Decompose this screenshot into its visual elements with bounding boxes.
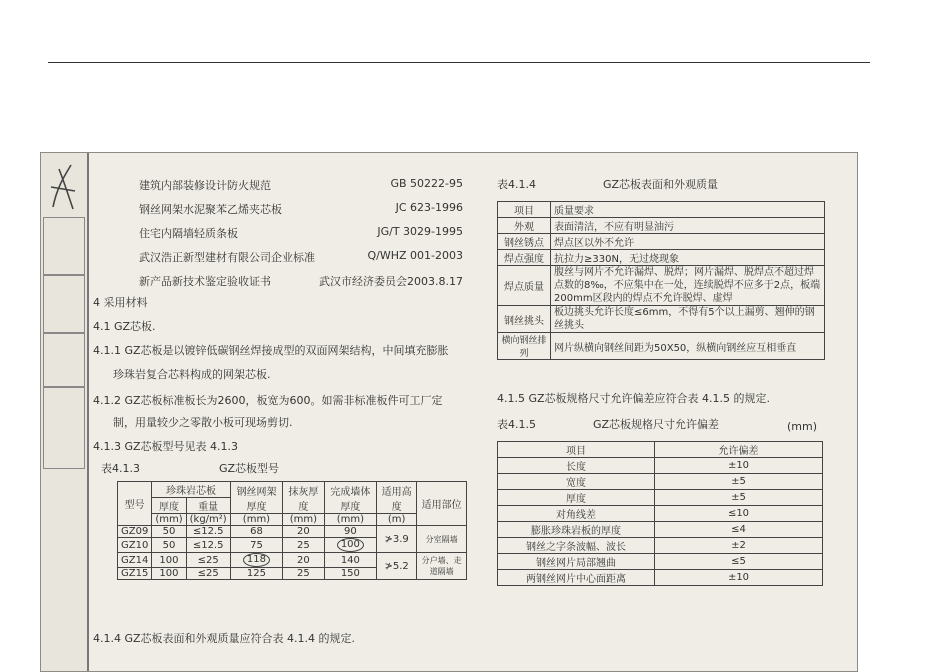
- margin-cell: [43, 275, 85, 333]
- table-row: 焊点强度 抗拉力≥330N，无过烧现象: [498, 250, 825, 266]
- table-row: 长度 ±10: [498, 458, 823, 474]
- header-cell: 厚度: [152, 498, 186, 514]
- paragraph-line: 4.1.2 GZ芯板标准板长为2600，板宽为600。如需非标准板件可工厂定: [93, 394, 443, 407]
- standard-code: 武汉市经济委员会2003.8.17: [319, 275, 463, 288]
- header-cell: 适用部位: [417, 482, 467, 526]
- paragraph-line: 4.1.3 GZ芯板型号见表 4.1.3: [93, 440, 239, 453]
- subsection-heading: 4.1 GZ芯板.: [93, 320, 156, 333]
- table-caption: 表4.1.4: [497, 178, 536, 191]
- table-caption: 表4.1.3: [101, 462, 140, 475]
- circled-value: 100: [337, 538, 364, 552]
- standard-name: 钢丝网架水泥聚苯乙烯夹芯板: [139, 203, 282, 216]
- unit-cell: (m): [377, 514, 417, 526]
- header-cell: 钢丝网架厚度: [230, 482, 283, 514]
- header-cell: 项目: [498, 442, 655, 458]
- table-row: 横向钢丝排列 网片纵横向钢丝间距为50X50，纵横向钢丝应互相垂直: [498, 333, 825, 360]
- header-cell: 适用高度: [377, 482, 417, 514]
- table-row: GZ14 100 ≤25 118 20 140 ≯5.2 分户墙、走道隔墙: [118, 553, 467, 568]
- table-row: 钢丝网片局部翘曲 ≤5: [498, 554, 823, 570]
- header-cell: 珍珠岩芯板: [152, 482, 230, 498]
- table-row: 焊点质量 腹丝与网片不允许漏焊、脱焊；网片漏焊、脱焊点不超过焊点数的8‰，不应集中在一处，连续脱焊不应多于2点，板端200mm区段内的焊点不允许脱焊、虚焊: [498, 266, 825, 306]
- surface-quality-table: [497, 201, 825, 360]
- scanned-page: [40, 152, 858, 672]
- table-row: 外观 表面清洁，不应有明显油污: [498, 218, 825, 234]
- table-row: 钢丝锈点 焊点区以外不允许: [498, 234, 825, 250]
- tolerance-table: [497, 441, 823, 586]
- table-row: GZ09 50 ≤12.5 68 20 90 ≯3.9 分室隔墙: [118, 526, 467, 538]
- paragraph-line: 4.1.1 GZ芯板是以镀锌低碳钢丝焊接成型的双面网架结构，中间填充膨胀: [93, 344, 449, 357]
- unit-cell: (mm): [283, 514, 324, 526]
- table-row: 钢丝之字条波幅、波长 ±2: [498, 538, 823, 554]
- signature-mark: [43, 157, 83, 215]
- standard-name: 新产品新技术鉴定验收证书: [139, 275, 271, 288]
- margin-cell: [43, 333, 85, 387]
- paragraph-line: 4.1.4 GZ芯板表面和外观质量应符合表 4.1.4 的规定.: [93, 632, 356, 645]
- header-cell: 质量要求: [551, 202, 825, 218]
- paragraph-line: 制，用量较少之零散小板可现场剪切.: [113, 416, 293, 429]
- paragraph-line: 4.1.5 GZ芯板规格尺寸允许偏差应符合表 4.1.5 的规定.: [497, 392, 771, 405]
- table-row: 宽度 ±5: [498, 474, 823, 490]
- paragraph-line: 珍珠岩复合芯料构成的网架芯板.: [113, 368, 271, 381]
- table-title: GZ芯板型号: [219, 462, 280, 475]
- standard-code: JG/T 3029-1995: [377, 225, 463, 238]
- unit-cell: (mm): [230, 514, 283, 526]
- unit-label: (mm): [787, 420, 818, 433]
- table-row: GZ15 100 ≤25 125 25 150: [118, 568, 467, 580]
- page-top-rule: [48, 62, 870, 63]
- table-title: GZ芯板表面和外观质量: [603, 178, 719, 191]
- unit-cell: (mm): [324, 514, 377, 526]
- table-row: 两钢丝网片中心面距离 ±10: [498, 570, 823, 586]
- unit-cell: (mm): [152, 514, 186, 526]
- header-cell: 完成墙体厚度: [324, 482, 377, 514]
- header-cell: 允许偏差: [655, 442, 823, 458]
- gz-model-table: [117, 481, 467, 580]
- table-row: 厚度 ±5: [498, 490, 823, 506]
- table-row: 钢丝挑头 板边挑头允许长度≤6mm，不得有5个以上漏剪、翘伸的钢丝挑头: [498, 306, 825, 333]
- standard-code: GB 50222-95: [390, 177, 463, 190]
- standard-code: Q/WHZ 001-2003: [367, 249, 463, 262]
- circled-value: 118: [243, 553, 270, 567]
- table-caption: 表4.1.5: [497, 418, 536, 431]
- standard-code: JC 623-1996: [395, 201, 463, 214]
- margin-cell: [43, 217, 85, 275]
- standard-name: 住宅内隔墙轻质条板: [139, 227, 238, 240]
- left-margin-strip: [41, 153, 89, 671]
- header-cell: 重量: [186, 498, 230, 514]
- header-cell: 项目: [498, 202, 551, 218]
- margin-cell: [43, 387, 85, 469]
- section-heading: 4 采用材料: [93, 296, 148, 309]
- header-cell: 抹灰厚度: [283, 482, 324, 514]
- standard-name: 建筑内部装修设计防火规范: [139, 179, 271, 192]
- table-row: 膨胀珍珠岩板的厚度 ≤4: [498, 522, 823, 538]
- header-cell: 型号: [118, 482, 152, 526]
- unit-cell: (kg/m²): [186, 514, 230, 526]
- table-title: GZ芯板规格尺寸允许偏差: [593, 418, 720, 431]
- standard-name: 武汉浩正新型建材有限公司企业标准: [139, 251, 315, 264]
- table-row: 对角线差 ≤10: [498, 506, 823, 522]
- table-row: GZ10 50 ≤12.5 75 25 100: [118, 538, 467, 553]
